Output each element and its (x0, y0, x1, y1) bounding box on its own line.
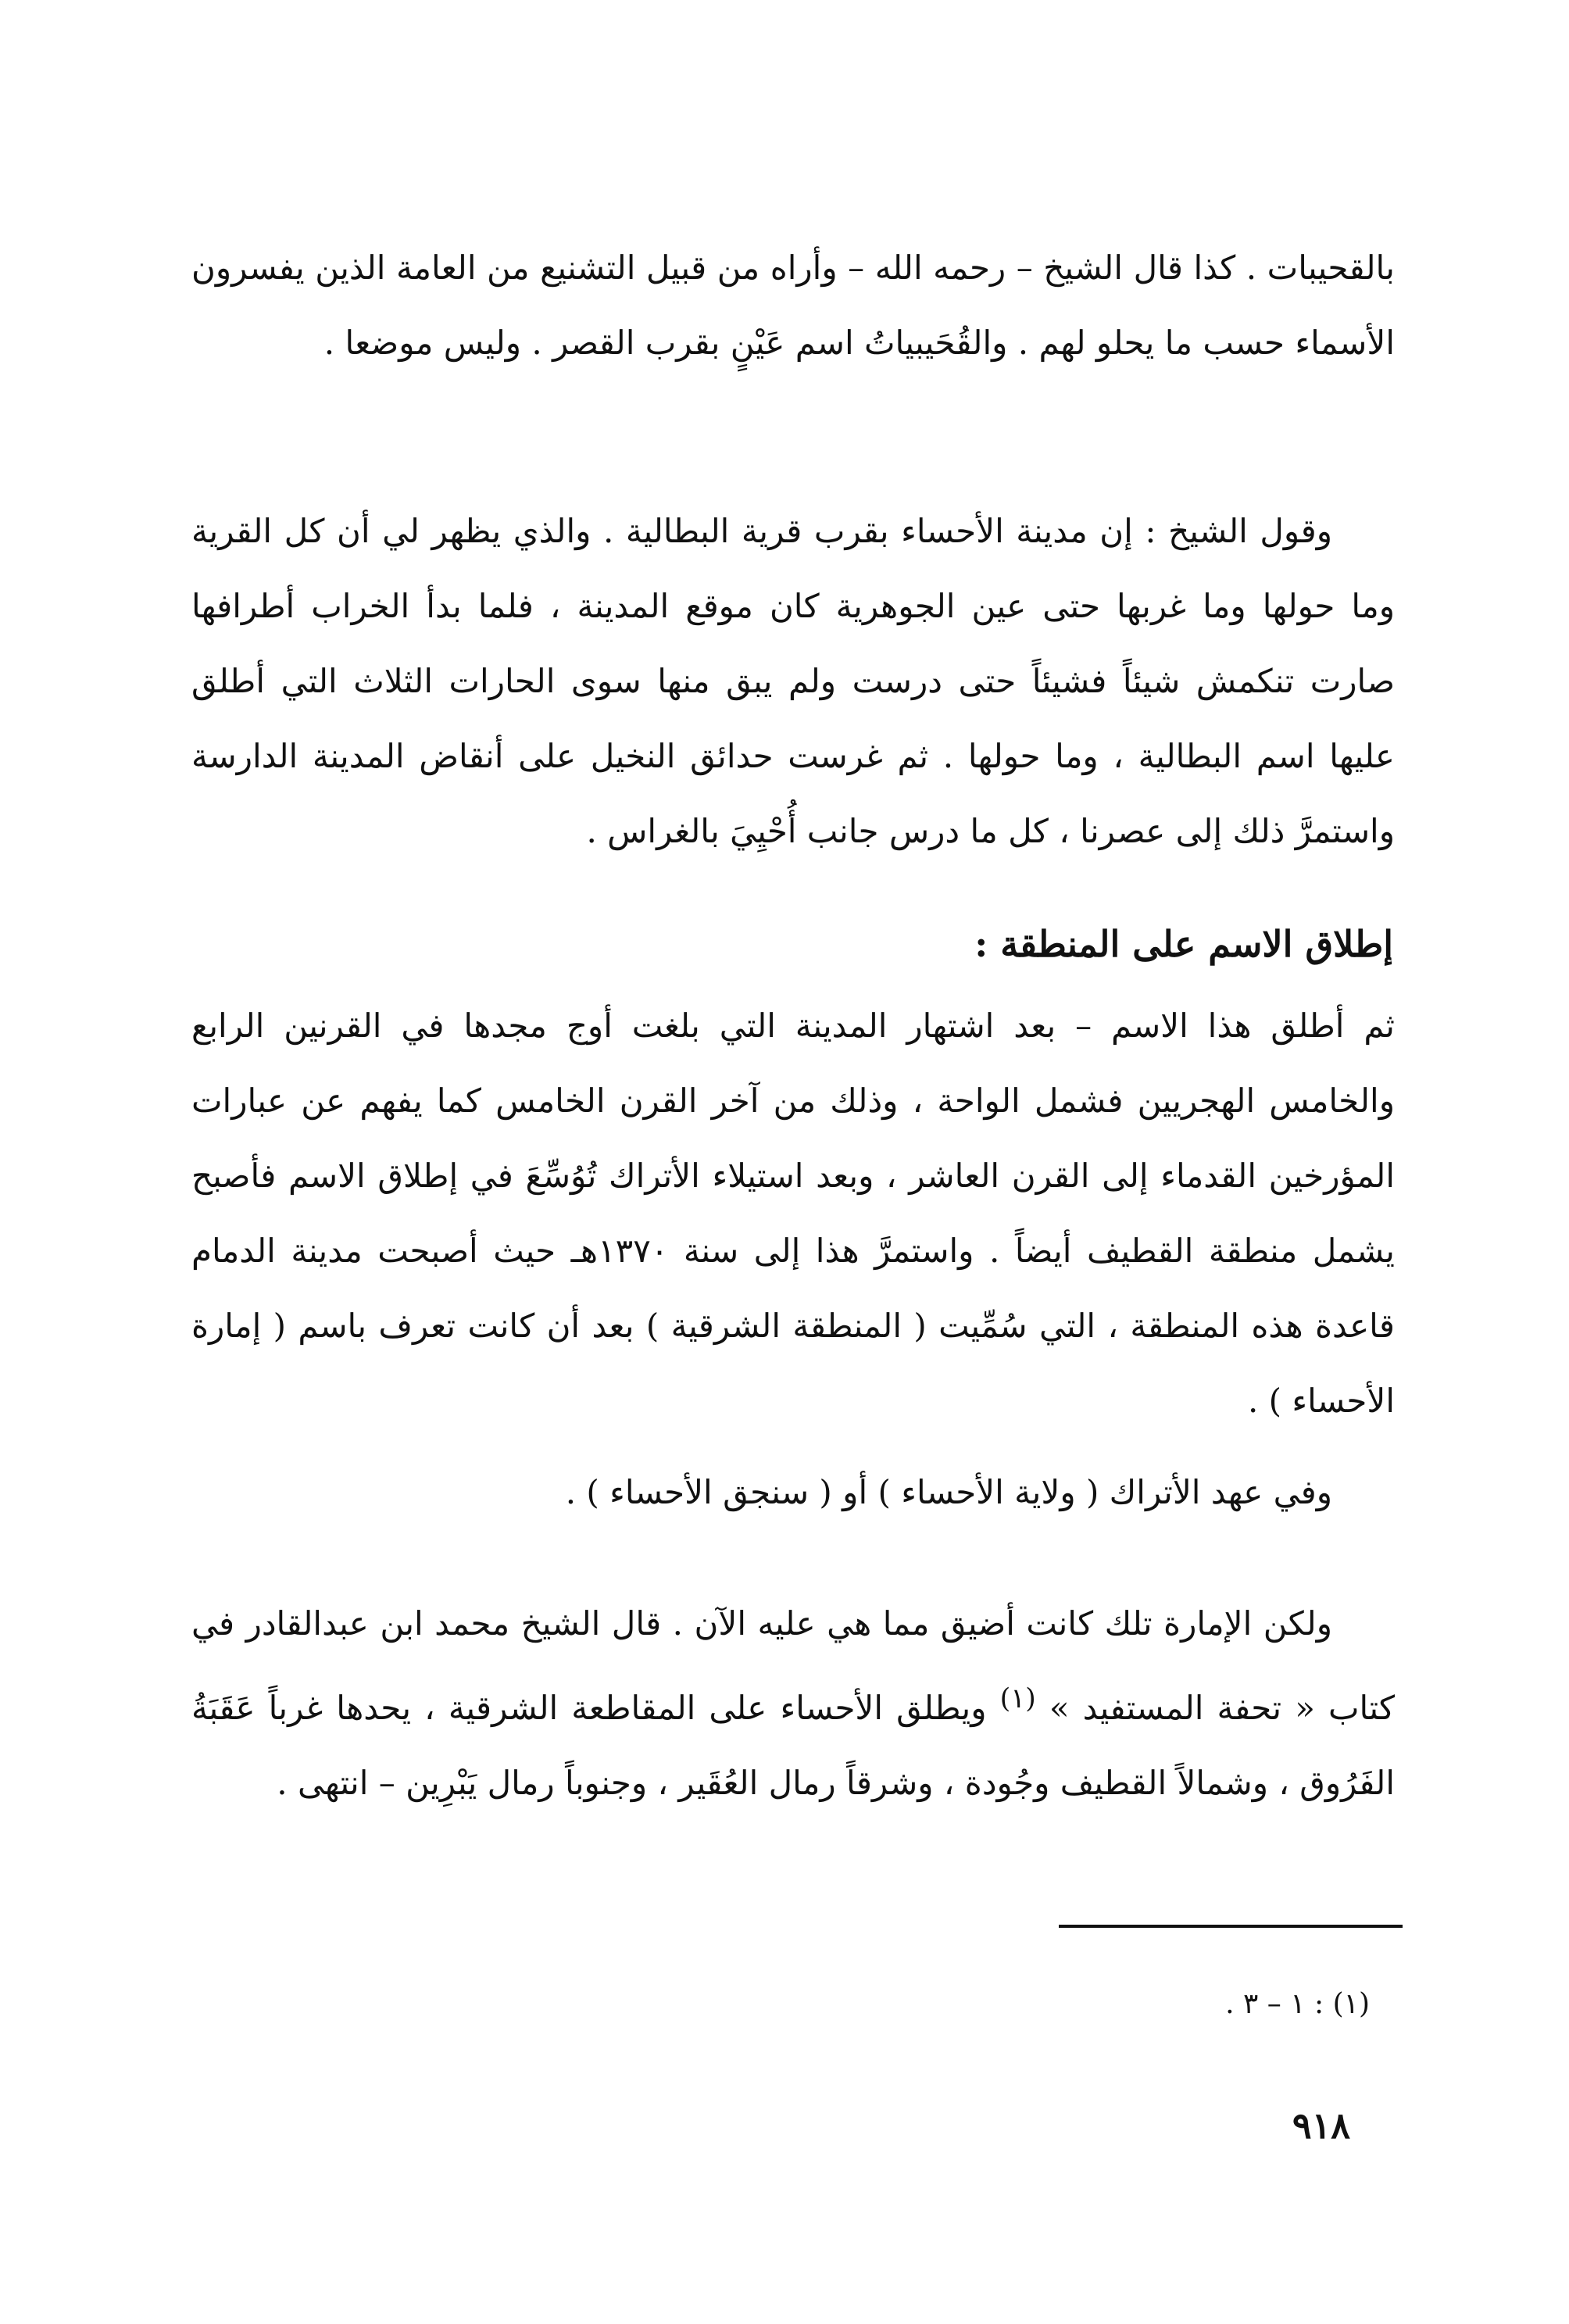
paragraph-turkish-era: وفي عهد الأتراك ( ولاية الأحساء ) أو ( سنجق الأحساء ) . (565, 1473, 1332, 1511)
section-heading: إطلاق الاسم على المنطقة : (974, 923, 1393, 965)
footnote: (١) : ١ – ٣ . (1225, 1988, 1370, 2020)
paragraph-emirate-text-end: ويطلق الأحساء على المقاطعة الشرقية ، يحدها غرباً عَقَبَةُ الفَرُوق ، وشمالاً القطيف وجُودة ، وشرقاً رمال العُقَير ، وجنوباً رمال يَبْرِين – انتهى . (191, 1689, 1395, 1802)
paragraph-sheikh-statement: وقول الشيخ : إن مدينة الأحساء بقرب قرية البطالية . والذي يظهر لي أن كل القرية وما حولها وما غربها حتى عين الجوهرية كان موقع المدينة ، فلما بدأ الخراب أطرافها صارت تنكمش شيئاً فشيئاً حتى درست ولم يبق منها سوى الحارات الثلاث التي أطلق عليها اسم البطالية ، وما حولها . ثم غرست حدائق النخيل على أنقاض المدينة الدارسة واستمرَّ ذلك إلى عصرنا ، كل ما درس جانب أُحْيِيَ بالغراس . (191, 512, 1395, 850)
paragraph-qahibiyat: بالقحيبات . كذا قال الشيخ – رحمه الله – وأراه من قبيل التشنيع من العامة الذين يفسرون الأسماء حسب ما يحلو لهم . والقُحَيبياتُ اسم عَيْنٍ بقرب القصر . وليس موضعا . (191, 248, 1395, 362)
footnote-marker: (١) (999, 1683, 1036, 1714)
footnote-divider (1059, 1925, 1403, 1928)
paragraph-emirate-text-start: ولكن الإمارة تلك كانت أضيق مما هي عليه الآن . قال الشيخ محمد ابن عبدالقادر في كتاب « تحفة المستفيد » (191, 1604, 1395, 1727)
page-number: ٩١٨ (1292, 2104, 1350, 2147)
paragraph-name-extension: ثم أطلق هذا الاسم – بعد اشتهار المدينة التي بلغت أوج مجدها في القرنين الرابع والخامس الهجريين فشمل الواحة ، وذلك من آخر القرن الخامس كما يفهم عن عبارات المؤرخين القدماء إلى القرن العاشر ، وبعد استيلاء الأتراك تُوُسِّعَ في إطلاق الاسم فأصبح يشمل منطقة القطيف أيضاً . واستمرَّ هذا إلى سنة ١٣٧٠هـ حيث أصبحت مدينة الدمام قاعدة هذه المنطقة ، التي سُمِّيت ( المنطقة الشرقية ) بعد أن كانت تعرف باسم ( إمارة الأحساء ) . (191, 1006, 1396, 1420)
paragraph-emirate-bounds (191, 1586, 1395, 1821)
